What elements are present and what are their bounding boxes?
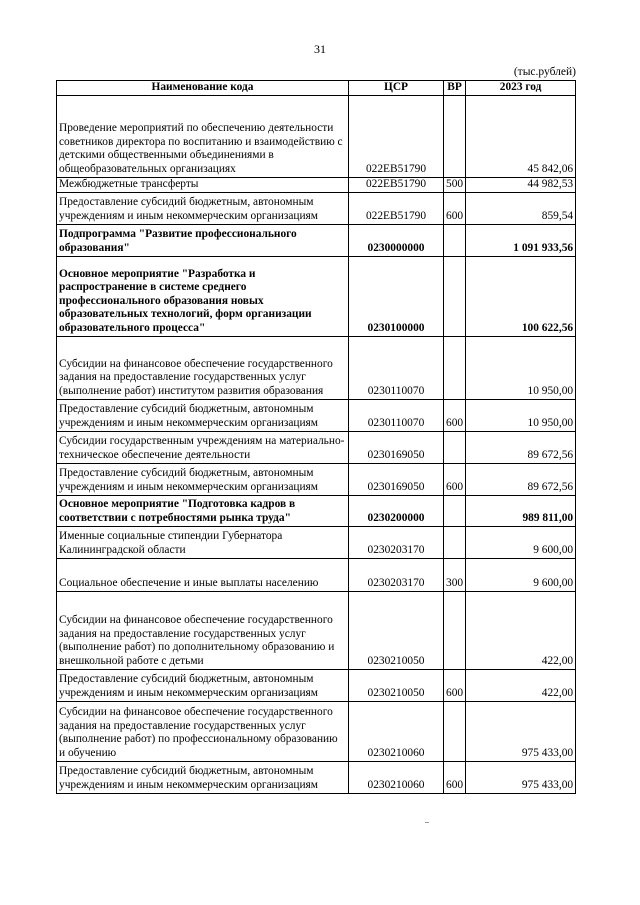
row-name: Предоставление субсидий бюджетным, автономным учреждениям и иным некоммерческим организациям (57, 463, 349, 495)
row-name: Социальное обеспечение и иные выплаты населению (57, 558, 349, 591)
row-csr: 0230200000 (349, 495, 444, 526)
row-amount: 989 811,00 (466, 495, 576, 526)
row-vr (444, 95, 466, 177)
row-name: Подпрограмма "Развитие профессионального образования" (57, 224, 349, 256)
row-vr (444, 591, 466, 669)
row-csr: 0230110070 (349, 336, 444, 399)
row-name: Межбюджетные трансферты (57, 177, 349, 192)
header-csr: ЦСР (349, 81, 444, 96)
row-amount: 975 433,00 (466, 761, 576, 793)
row-csr: 0230210050 (349, 591, 444, 669)
row-amount: 44 982,53 (466, 177, 576, 192)
budget-table (56, 80, 576, 794)
table-row (57, 526, 576, 558)
row-csr: 022EB51790 (349, 177, 444, 192)
table-row (57, 761, 576, 793)
table-row (57, 256, 576, 336)
row-csr: 0230203170 (349, 558, 444, 591)
row-vr (444, 431, 466, 463)
row-name: Предоставление субсидий бюджетным, автономным учреждениям и иным некоммерческим организациям (57, 669, 349, 701)
header-year: 2023 год (466, 81, 576, 96)
row-vr: 500 (444, 177, 466, 192)
row-name: Субсидии на финансовое обеспечение государственного задания на предоставление государственных услуг (выполнение работ) по дополнительному образованию и внешкольной работе с детьми (57, 591, 349, 669)
row-amount: 10 950,00 (466, 336, 576, 399)
table-row (57, 95, 576, 177)
row-vr: 600 (444, 669, 466, 701)
table-body (57, 95, 576, 793)
row-name: Предоставление субсидий бюджетным, автономным учреждениям и иным некоммерческим организациям (57, 192, 349, 224)
row-csr: 0230000000 (349, 224, 444, 256)
table-row (57, 399, 576, 431)
row-vr (444, 256, 466, 336)
row-name: Субсидии государственным учреждениям на материально-техническое обеспечение деятельности (57, 431, 349, 463)
table-row (57, 669, 576, 701)
row-csr: 0230210060 (349, 701, 444, 761)
header-vr: ВР (444, 81, 466, 96)
row-vr (444, 336, 466, 399)
header-row (57, 81, 576, 96)
row-csr: 0230210050 (349, 669, 444, 701)
row-amount: 100 622,56 (466, 256, 576, 336)
row-csr: 0230210060 (349, 761, 444, 793)
row-name: Именные социальные стипендии Губернатора Калининградской области (57, 526, 349, 558)
row-csr: 022EB51790 (349, 95, 444, 177)
row-amount: 10 950,00 (466, 399, 576, 431)
row-csr: 022EB51790 (349, 192, 444, 224)
row-name: Субсидии на финансовое обеспечение государственного задания на предоставление государственных услуг (выполнение работ) по профессиональному образованию и обучению (57, 701, 349, 761)
table-row (57, 192, 576, 224)
row-name: Субсидии на финансовое обеспечение государственного задания на предоставление государственных услуг (выполнение работ) институтом развития образования (57, 336, 349, 399)
row-vr: 600 (444, 192, 466, 224)
table-row (57, 336, 576, 399)
header-name: Наименование кода (57, 81, 349, 96)
row-amount: 975 433,00 (466, 701, 576, 761)
table-row (57, 495, 576, 526)
table-row (57, 177, 576, 192)
row-vr: 600 (444, 761, 466, 793)
row-vr: 600 (444, 463, 466, 495)
row-name: Основное мероприятие "Подготовка кадров в соответствии с потребностями рынка труда" (57, 495, 349, 526)
table-row (57, 558, 576, 591)
row-amount: 422,00 (466, 591, 576, 669)
row-name: Предоставление субсидий бюджетным, автономным учреждениям и иным некоммерческим организациям (57, 761, 349, 793)
table-row (57, 431, 576, 463)
row-name: Предоставление субсидий бюджетным, автономным учреждениям и иным некоммерческим организациям (57, 399, 349, 431)
table-row (57, 224, 576, 256)
table-row (57, 463, 576, 495)
table-header (57, 81, 576, 96)
row-amount: 9 600,00 (466, 526, 576, 558)
row-vr (444, 224, 466, 256)
row-amount: 45 842,06 (466, 95, 576, 177)
scan-speck (425, 822, 429, 823)
row-amount: 1 091 933,56 (466, 224, 576, 256)
row-vr: 300 (444, 558, 466, 591)
row-amount: 9 600,00 (466, 558, 576, 591)
row-csr: 0230110070 (349, 399, 444, 431)
table-row (57, 591, 576, 669)
row-csr: 0230169050 (349, 463, 444, 495)
row-amount: 859,54 (466, 192, 576, 224)
row-amount: 89 672,56 (466, 463, 576, 495)
row-amount: 89 672,56 (466, 431, 576, 463)
row-name: Проведение мероприятий по обеспечению деятельности советников директора по воспитанию и взаимодействию с детскими общественными объединениями в общеобразовательных организациях (57, 95, 349, 177)
row-vr (444, 495, 466, 526)
row-amount: 422,00 (466, 669, 576, 701)
units-label: (тыс.рублей) (513, 66, 576, 78)
row-vr (444, 701, 466, 761)
table-row (57, 701, 576, 761)
row-csr: 0230169050 (349, 431, 444, 463)
row-csr: 0230203170 (349, 526, 444, 558)
row-csr: 0230100000 (349, 256, 444, 336)
page-number: 31 (314, 42, 326, 56)
row-name: Основное мероприятие "Разработка и распространение в системе среднего профессионального образования новых образовательных технологий, форм организации образовательного процесса" (57, 256, 349, 336)
row-vr (444, 526, 466, 558)
row-vr: 600 (444, 399, 466, 431)
